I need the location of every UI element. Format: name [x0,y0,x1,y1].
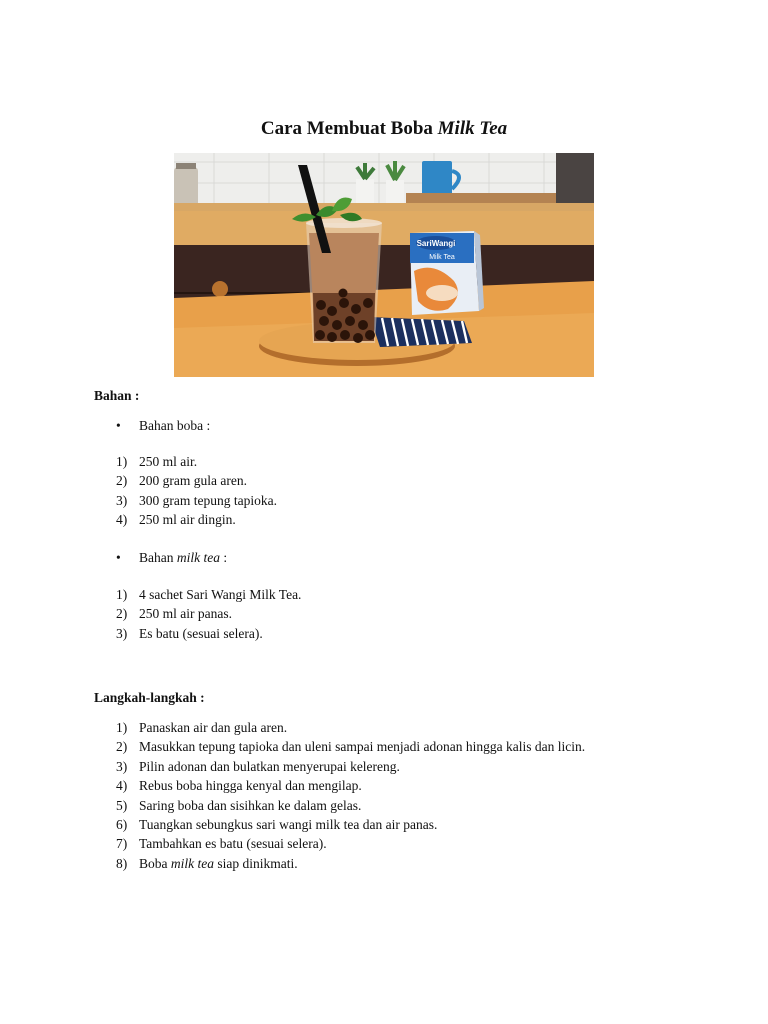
list-text: Tuangkan sebungkus sari wangi milk tea dan air panas. [139,816,438,832]
box-product-text: Milk Tea [429,254,455,261]
list-text: Boba [139,855,171,871]
list-text-suffix: siap dinikmati. [214,855,298,871]
list-item [116,604,301,623]
bahan-milk-tea-list [116,585,301,643]
list-item [116,776,585,795]
bahan-boba-bullet [116,418,210,434]
list-text: 4 sachet Sari Wangi Milk Tea. [139,587,302,602]
list-number: 5) [116,797,128,813]
list-item [116,510,277,529]
title-italic: Milk Tea [437,118,508,139]
list-number: 1) [116,454,128,469]
list-item [116,757,585,776]
list-number: 6) [116,816,128,832]
list-number: 2) [116,473,128,489]
bahan-boba-list [116,452,277,530]
list-text: Pilin adonan dan bulatkan menyerupai kelereng. [139,758,400,774]
list-item [116,624,301,643]
list-item [116,815,585,834]
list-item [116,854,585,873]
bahan-heading: Bahan : [94,388,140,403]
box-brand-text: SariWangi [416,239,456,248]
list-text: 300 gram tepung tapioka. [139,492,277,508]
page-title [0,118,768,140]
bahan-boba-label: Bahan boba : [139,418,211,433]
list-number: 3) [116,492,128,508]
list-item [116,737,585,756]
bahan-milk-tea-italic: milk tea [176,550,220,565]
list-text: Tambahkan es batu (sesuai selera). [139,836,327,852]
list-item [116,718,585,737]
list-item [116,491,277,510]
list-item [116,452,277,471]
list-text: 250 ml air. [139,454,198,469]
list-number: 7) [116,836,128,852]
boba-milk-tea-photo [174,153,594,377]
bahan-milk-tea-suffix: : [220,550,228,565]
list-item [116,796,585,815]
bahan-milk-tea-prefix: Bahan [139,550,177,565]
bahan-milk-tea-bullet [116,550,227,566]
list-number: 3) [116,625,128,641]
bullet-icon: • [116,418,121,433]
langkah-list [116,718,585,873]
title-main: Cara Membuat Boba [260,118,433,139]
list-item [116,471,277,490]
list-number: 3) [116,758,128,774]
list-text: 250 ml air dingin. [139,512,236,528]
list-number: 1) [116,720,128,735]
list-text: Saring boba dan sisihkan ke dalam gelas. [139,797,362,813]
list-number: 8) [116,855,128,871]
bullet-icon: • [116,550,121,565]
list-item [116,585,301,604]
list-number: 1) [116,587,128,602]
list-text: Panaskan air dan gula aren. [139,720,288,735]
list-text: Es batu (sesuai selera). [139,625,263,641]
langkah-heading: Langkah-langkah : [94,690,205,705]
list-text-italic: milk tea [170,855,214,871]
list-text: Masukkan tepung tapioka dan uleni sampai menjadi adonan hingga kalis dan licin. [139,739,586,755]
list-number: 4) [116,778,128,794]
list-number: 2) [116,739,128,755]
list-text: 200 gram gula aren. [139,473,247,489]
list-item [116,834,585,853]
list-text: Rebus boba hingga kenyal dan mengilap. [139,778,362,794]
list-number: 4) [116,512,128,528]
list-number: 2) [116,606,128,622]
list-text: 250 ml air panas. [139,606,232,622]
